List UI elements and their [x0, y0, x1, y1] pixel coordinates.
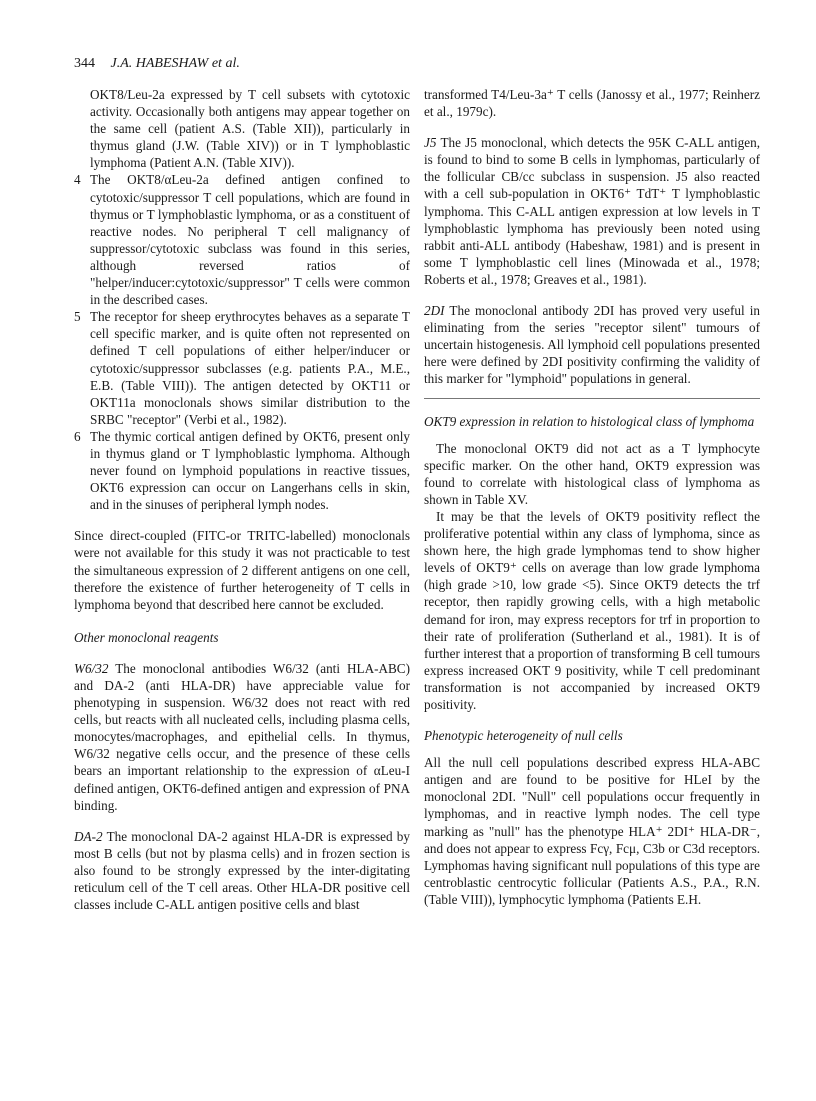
- j5-lead: J5: [424, 135, 437, 151]
- da2-lead: DA-2: [74, 828, 103, 844]
- w632-lead: W6/32: [74, 660, 109, 676]
- 2di-text: The monoclonal antibody 2DI has proved very useful in eliminating from the series "receptor silent" tumours of uncertain histogenesis. All lymphoid cell populations presented here were defined by 2DI positivity confirming the validity of this marker for "lymphoid" populations in general.: [424, 303, 761, 387]
- list-item-4: [74, 171, 410, 308]
- w632-text: The monoclonal antibodies W6/32 (anti HLA-ABC) and DA-2 (anti HLA-DR) have appreciable value for phenotyping in suspension. W6/32 does not react with red cells, but reacts with all nucleated cells, including plasma cells, monocytes/macrophages, and epithelial cells. In thymus, W6/32 negative cells occur, and the presence of these cells bears an important relationship to the expression of αLeu-I defined antigen, OKT6-defined antigen and expression of PNA binding.: [74, 660, 410, 813]
- 2di-paragraph: [424, 302, 760, 387]
- list-item-text: The thymic cortical antigen defined by OKT6, present only in thymus gland or T lymphoblastic lymphoma. Although never found on lymphoid populations in reactive tissues, OKT6 expression can occur on Langerhans cells in skin, and in the sinuses of peripheral lymph nodes.: [90, 428, 410, 513]
- da2-text: The monoclonal DA-2 against HLA-DR is expressed by most B cells (but not by plasma cells) and in frozen section is also found to be strongly expressed by the inter-digitating reticulum cell of the T cell areas. Other HLA-DR positive cell classes include C-ALL antigen positive cells and blast: [74, 828, 410, 913]
- list-item-number: 6: [74, 428, 81, 444]
- 2di-lead: 2DI: [424, 303, 445, 319]
- list-item-number: 5: [74, 309, 81, 325]
- okt9-paragraph-1: The monoclonal OKT9 did not act as a T lymphocyte specific marker. On the other hand, OKT9 expression was found to correlate with histological class of lymphoma as shown in Table XV.: [424, 440, 760, 507]
- section-title-null-cells: Phenotypic heterogeneity of null cells: [424, 728, 623, 744]
- fitc-paragraph: Since direct-coupled (FITC-or TRITC-labelled) monoclonals were not available for this study it was not practicable to test the simultaneous expression of 2 different antigens on one cell, therefore the existence of further heterogeneity of T cells in lymphoma beyond that described here cannot be excluded.: [74, 528, 410, 612]
- list-item-number: 4: [74, 172, 81, 188]
- page-number: 344: [74, 56, 95, 71]
- w632-paragraph: [74, 660, 410, 814]
- running-header: [74, 56, 240, 72]
- section-title-okt9: OKT9 expression in relation to histological class of lymphoma: [424, 413, 755, 429]
- continuation-paragraph: transformed T4/Leu-3a⁺ T cells (Janossy et al., 1977; Reinherz et al., 1979c).: [424, 87, 760, 120]
- left-column: [74, 86, 410, 913]
- list-item-text: The OKT8/αLeu-2a defined antigen confined to cytotoxic/suppressor T cell populations, which are found in thymus or T lymphoblastic lymphoma, or as a constituent of reactive nodes. No peripheral T cell malignancy of suppressor/cytotoxic subclass was found in this series, although reversed ratios of "helper/inducer:cytotoxic/suppressor" T cells were common in the described cases.: [90, 172, 410, 308]
- list-item-6: [74, 428, 410, 513]
- section-divider: [424, 398, 760, 399]
- j5-paragraph: [424, 134, 760, 288]
- section-title-other-monoclonals: Other monoclonal reagents: [74, 629, 219, 645]
- list-item-5: [74, 308, 410, 428]
- running-authors: J.A. HABESHAW et al.: [110, 56, 240, 71]
- okt9-paragraph-2: It may be that the levels of OKT9 positivity reflect the proliferative potential within any class of lymphoma, since as shown here, the high grade lymphomas tend to show higher levels of OKT9⁺ cells on average than low grade lymphoma (high grade >10, low grade <5). Since OKT9 detects the trf receptor, then rapidly growing cells, with a high metabolic demand for iron, may express receptors for trf in proportion to their rate of proliferation (Sutherland et al., 1981). It is of further interest that a proportion of transforming B cell tumours express increased OKT 9 positivity, while T cell predominant transformation is not accompanied by increased OKT9 positivity.: [424, 508, 760, 712]
- da2-paragraph: [74, 828, 410, 913]
- list-item-continuation: OKT8/Leu-2a expressed by T cell subsets with cytotoxic activity. Occasionally both antigens may appear together on the same cell (patient A.S. (Table XII)), particularly in thymus gland (J.W. (Table XIV)) or in T lymphoblastic lymphoma (Patient A.N. (Table XIV)).: [90, 87, 410, 171]
- right-column: [424, 86, 760, 908]
- j5-text: The J5 monoclonal, which detects the 95K C-ALL antigen, is found to bind to some B cells in lymphomas, particularly of the follicular CB/cc subclass in suspension. J5 also reacted with a cell sub-population in OKT6⁺ TdT⁺ T lymphoblastic lymphoma. This C-ALL antigen expression at low levels in T lymphoblastic lymphoma has previously been noted using rabbit anti-ALL antibody (Habeshaw, 1981) and is present in some T lymphoblastic cell lines (Minowada et al., 1978; Roberts et al., 1978; Greaves et al., 1981).: [424, 135, 760, 287]
- null-paragraph-1: All the null cell populations described express HLA-ABC antigen and are found to be positive for HLeI by the monoclonal 2DI. "Null" cell populations occur frequently in lymphomas, and in reactive lymph nodes. The cell type marking as "null" has the phenotype HLA⁺ 2DI⁺ HLA-DR⁻, and does not appear to express Fcγ, Fcμ, C3b or C3d receptors. Lymphomas having significant null populations of this type are centroblastic centrocytic follicular (Patients A.S., P.A., R.N. (Table VIII)), lymphocytic lymphoma (Patients E.H.: [424, 755, 760, 907]
- list-item-text: The receptor for sheep erythrocytes behaves as a separate T cell specific marker, and is quite often not represented on defined T cell populations of either helper/inducer or cytotoxic/suppressor subclasses (e.g. patients P.A., M.E., E.B. (Table VIII)). The antigen detected by OKT11 or OKT11a monoclonals shows similar distribution to the SRBC "receptor" (Verbi et al., 1982).: [90, 309, 410, 427]
